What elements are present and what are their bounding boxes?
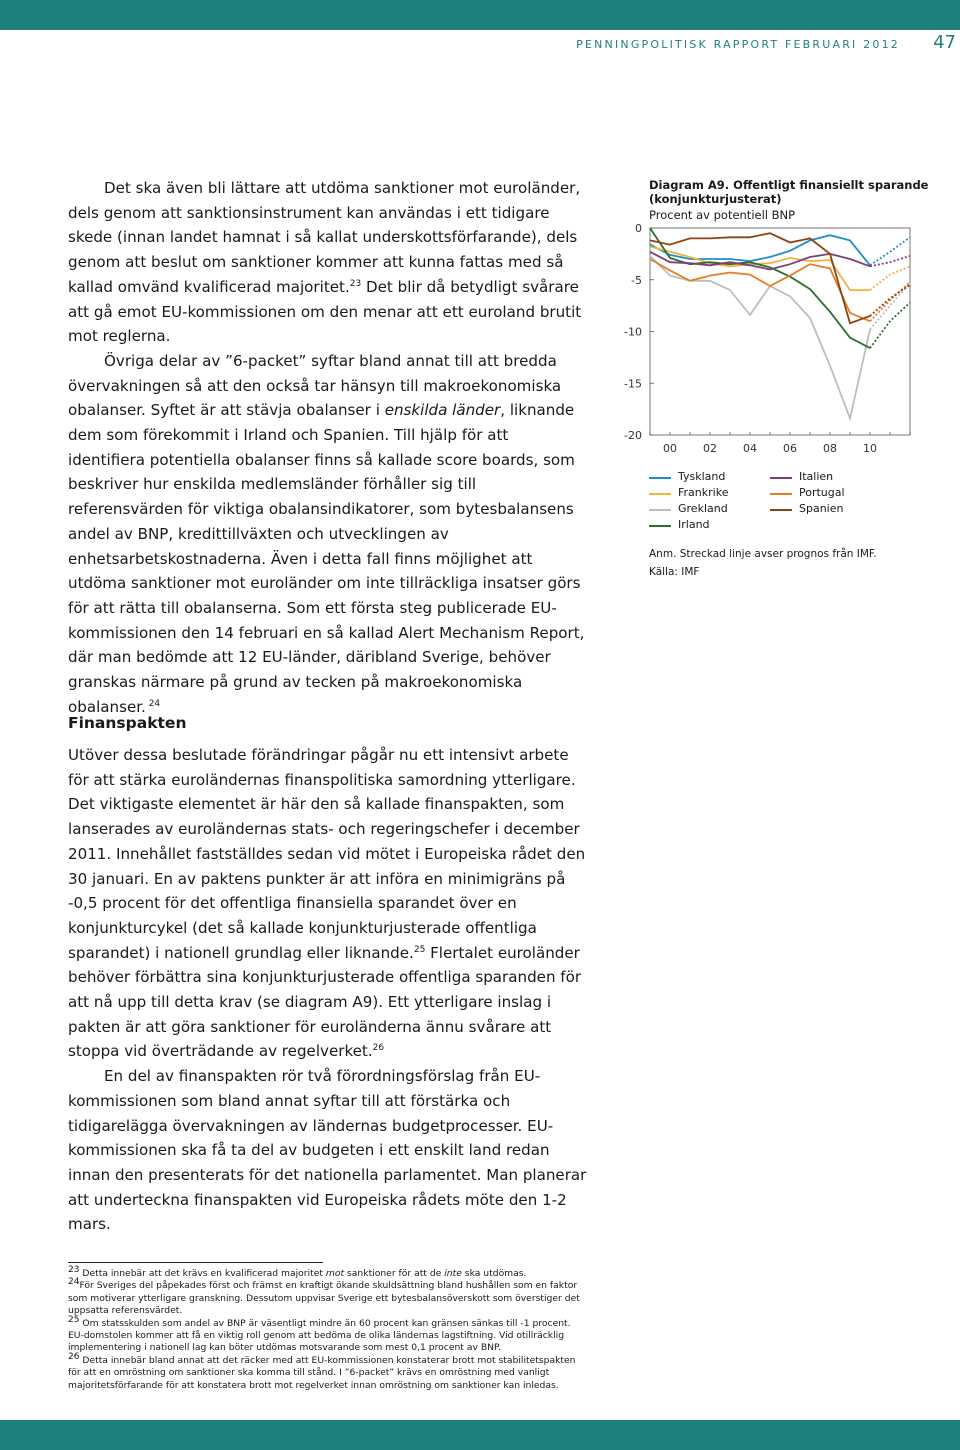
y-tick-label: -20 xyxy=(624,429,642,442)
top-color-bar xyxy=(0,0,960,30)
running-header: PENNINGPOLITISK RAPPORT FEBRUARI 2012 xyxy=(576,38,900,51)
legend-label: Irland xyxy=(678,518,710,531)
fn26-text: Detta innebär bland annat att det räcker med att EU-kommissionen konstaterar brott mot stabilitetspakten för att en omröstning om sanktioner ska komma till stånd. I ”6-packet” krävs en omröstning med vanligt majoritetsförfarande för att konstatera brott mot regelverket innan omröstning om sanktioner kan inledas. xyxy=(68,1354,576,1391)
footnote-rule xyxy=(68,1262,323,1263)
y-tick-label: 0 xyxy=(635,222,642,235)
footnote-25 xyxy=(68,1314,586,1355)
para3-text: Utöver dessa beslutade förändringar pågår nu ett intensivt arbete för att stärka euroländernas finanspolitiska samordning ytterligare. Det viktigaste elementet är här den så kallade finanspakten, som lanserades av euroländernas stats- och regeringschefer i december 2011. Innehållet fastställdes sedan vid mötet i Europeiska rådet den 30 januari. En av paktens punkter är att införa en minimigräns på -0,5 procent för det offentliga finansiella sparandet över en konjunkturcykel (det så kallade konjunkturjusterade offentliga sparandet) i nationell grundlag eller liknande. xyxy=(68,746,586,962)
paragraph-3 xyxy=(68,743,588,1064)
fn23-italic-1: mot xyxy=(325,1268,345,1279)
chart-title xyxy=(649,178,939,206)
para1-text: Det ska även bli lättare att utdöma sanktioner mot euroländer, dels genom att sanktionsinstrument kan användas i ett tidigare skede (innan landet hamnat i så kallat underskottsförfarande), dels genom att beslut om sanktioner kommer att kunna fattas med så kallad omvänd kvalificerad majoritet. xyxy=(68,179,581,296)
paragraph-2 xyxy=(68,349,588,720)
x-tick-label: 08 xyxy=(823,442,837,455)
fn23-italic-2: inte xyxy=(444,1268,462,1279)
legend-swatch xyxy=(770,493,792,495)
para2-italic: enskilda länder xyxy=(384,401,501,420)
chart-source: Källa: IMF xyxy=(649,566,700,578)
y-tick-label: -5 xyxy=(631,273,642,287)
fn23-text-2: sanktioner för att de xyxy=(344,1268,445,1279)
fn24-text: För Sveriges del påpekades först och främst en kraftigt ökande skuldsättning bland hushållen som en faktor som motiverar ytterligare granskning. Dessutom uppvisar Sverige ett bytesbalansöverskott som överstiger det uppsatta referensvärdet. xyxy=(68,1280,580,1317)
line-chart xyxy=(620,220,940,510)
chart-note: Anm. Streckad linje avser prognos från IMF. xyxy=(649,548,877,560)
series-forecast-portugal xyxy=(870,282,910,321)
legend-label: Grekland xyxy=(678,502,728,515)
footnote-ref-23[interactable]: 23 xyxy=(349,278,362,289)
series-forecast-tyskland xyxy=(870,237,910,265)
x-tick-label: 06 xyxy=(783,442,797,455)
x-tick-label: 02 xyxy=(703,442,717,455)
legend-swatch xyxy=(770,477,792,479)
legend-label: Spanien xyxy=(799,502,844,515)
body-text-bottom xyxy=(68,743,588,1237)
legend-swatch xyxy=(649,525,671,527)
body-text-top xyxy=(68,176,588,719)
footnote-24 xyxy=(68,1277,586,1317)
chart-title-number: Diagram A9. xyxy=(649,178,730,192)
legend-swatch xyxy=(649,477,671,479)
legend-swatch xyxy=(649,493,671,495)
para2-text-cont: , liknande dem som förekommit i Irland och Spanien. Till hjälp för att identifiera potentiella obalanser finns så kallade score boards, som beskriver hur enskilda medlemsländer förhåller sig till referensvärden för viktiga obalansindikatorer, som bytesbalansens andel av BNP, kredittillväxten och utvecklingen av enhetsarbetskostnaderna. Även i detta fall finns möjlighet att utdöma sanktioner mot euroländer om inte tillräckliga insatser görs för att rätta till obalanserna. Som ett första steg publicerade EU-kommissionen den 14 februari en så kallad Alert Mechanism Report, där man bedömde att 12 EU-länder, däribland Sverige, behöver granskas närmare på grund av tecken på makroekonomiska obalanser. xyxy=(68,401,585,716)
footnote-26 xyxy=(68,1351,586,1392)
bottom-color-bar xyxy=(0,1420,960,1450)
page-number: 47 xyxy=(933,32,956,53)
chart-subtitle: Procent av potentiell BNP xyxy=(649,208,796,222)
legend-label: Italien xyxy=(799,470,834,483)
legend-swatch xyxy=(649,509,671,511)
legend-label: Portugal xyxy=(799,486,845,499)
x-tick-label: 04 xyxy=(743,442,757,455)
fn25-text: Om statsskulden som andel av BNP är väsentligt mindre än 60 procent kan gränsen sänkas till -1 procent. EU-domstolen kommer att få en viktig roll genom att bedöma de olika ländernas lagstiftning. Vid otillräcklig implementering i nationell lag kan böter utdömas motsvarande som mest 0,1 procent av BNP. xyxy=(68,1317,571,1354)
series-line-irland xyxy=(650,228,870,348)
fn23-text-3: ska utdömas. xyxy=(461,1268,527,1279)
y-tick-label: -10 xyxy=(624,325,642,339)
footnotes xyxy=(68,1264,586,1392)
legend-swatch xyxy=(770,509,792,511)
chart-a9 xyxy=(620,176,940,596)
legend-label: Frankrike xyxy=(678,486,729,499)
para1-text-cont: Det blir då betydligt svårare att gå emot EU-kommissionen om den menar att ett euroland brutit mot reglerna. xyxy=(68,277,582,346)
x-tick-label: 10 xyxy=(863,442,877,455)
para3-text-cont: Flertalet euroländer behöver förbättra sina konjunkturjusterade offentliga sparanden för att nå upp till detta krav (se diagram A9). Ett ytterligare inslag i pakten är att göra sanktioner för euroländerna ännu svårare att stoppa vid överträdande av regelverket. xyxy=(68,943,582,1061)
legend-label: Tyskland xyxy=(678,470,726,483)
fn23-number: 23 xyxy=(68,1264,80,1275)
footnote-23 xyxy=(68,1264,586,1280)
fn25-number: 25 xyxy=(68,1314,80,1325)
series-forecast-irland xyxy=(870,303,910,349)
footnote-ref-25[interactable]: 25 xyxy=(413,944,426,955)
chart-title-text: Offentligt finansiellt sparande (konjunkturjusterat) xyxy=(649,178,929,206)
series-forecast-italien xyxy=(870,256,910,266)
x-tick-label: 00 xyxy=(663,442,677,455)
y-tick-label: -15 xyxy=(624,377,642,391)
fn24-number: 24 xyxy=(68,1277,80,1288)
series-line-portugal xyxy=(650,259,870,321)
paragraph-1 xyxy=(68,176,588,349)
para2-text: Övriga delar av ”6-packet” syftar bland annat till att bredda övervakningen så att den också tar hänsyn till makroekonomiska obalanser. Syftet är att stävja obalanser i xyxy=(68,351,562,420)
footnote-ref-24[interactable]: 24 xyxy=(145,698,161,709)
paragraph-4: En del av finanspakten rör två förordningsförslag från EU-kommissionen som bland annat syftar till att förstärka och tidigarelägga övervakningen av ländernas budgetprocesser. EU-kommissionen ska få ta del av budgeten i ett enskilt land redan innan den presenterats för det nationella parlamentet. Man planerar att underteckna finanspakten vid Europeiska rådets möte den 1-2 mars. xyxy=(68,1067,587,1234)
fn23-text: Detta innebär att det krävs en kvalificerad majoritet xyxy=(79,1268,326,1279)
section-heading: Finanspakten xyxy=(68,714,187,732)
fn26-number: 26 xyxy=(68,1351,80,1362)
footnote-ref-26[interactable]: 26 xyxy=(372,1043,385,1054)
